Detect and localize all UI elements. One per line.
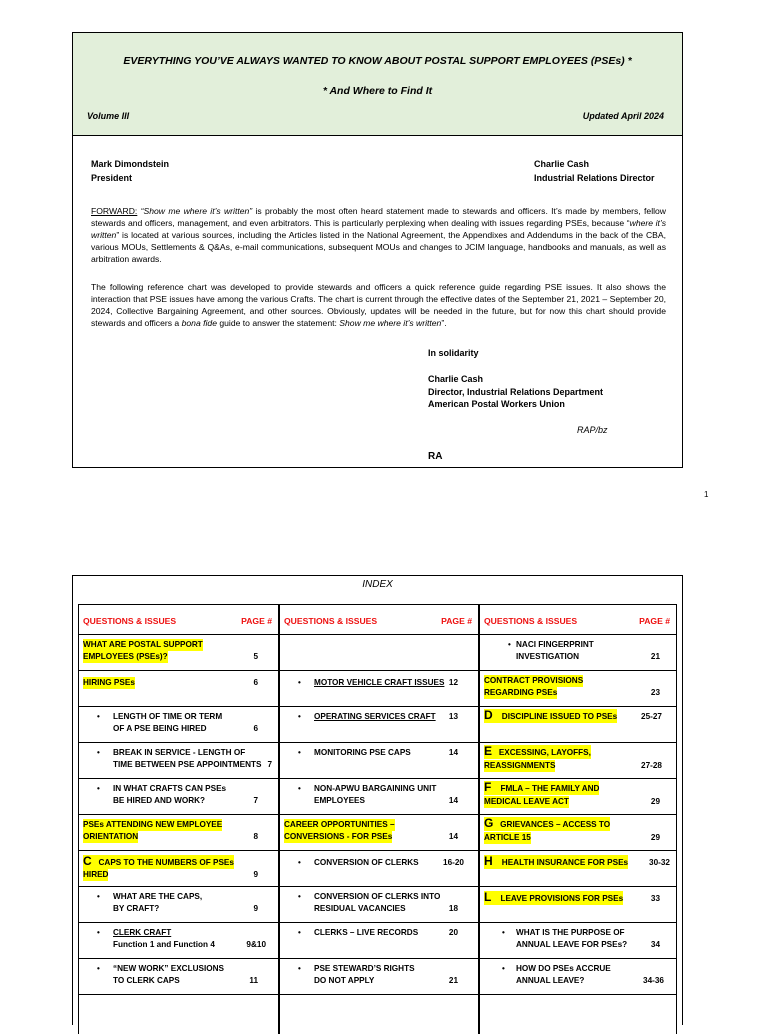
entry-line-1: GRIEVANCES – ACCESS TO <box>500 820 611 829</box>
bona-fide-text: bona fide <box>181 318 217 328</box>
entry-line-1: DISCIPLINE ISSUED TO PSEs <box>501 712 618 721</box>
typist-initials: RAP/bz <box>577 425 608 435</box>
bullet-icon: • <box>298 748 301 757</box>
entry-line-2: RESIDUAL VACANCIES <box>314 904 406 913</box>
index-entry[interactable] <box>280 706 478 742</box>
entry-line-1: “NEW WORK” EXCLUSIONS <box>113 964 224 973</box>
entry-page: 34 <box>650 940 660 949</box>
entry-line-2: TO CLERK CAPS <box>113 976 180 985</box>
entry-page: 13 <box>448 712 458 721</box>
entry-page: 16-20 <box>443 858 464 867</box>
entry-line-2: ANNUAL LEAVE FOR PSEs? <box>516 940 628 949</box>
entry-page: 9&10 <box>246 940 266 949</box>
closing-org: American Postal Workers Union <box>428 399 565 409</box>
index-entry[interactable] <box>79 958 278 994</box>
index-entry[interactable] <box>280 886 478 922</box>
entry-line-1: MOTOR VEHICLE CRAFT ISSUES <box>314 678 445 687</box>
entry-page: 27-28 <box>641 761 662 770</box>
index-entry[interactable] <box>79 634 278 670</box>
signer-right-name: Charlie Cash <box>534 159 590 169</box>
entry-line-1: CONVERSION OF CLERKS <box>314 858 419 867</box>
entry-line-2: ARTICLE 15 <box>484 833 531 842</box>
index-entry[interactable] <box>280 670 478 706</box>
index-entry[interactable] <box>79 850 278 886</box>
entry-line-1: CONTRACT PROVISIONS <box>484 676 584 685</box>
entry-page: 5 <box>253 652 258 661</box>
entry-page: 29 <box>650 797 660 806</box>
index-column-c <box>479 604 677 1034</box>
entry-page: 14 <box>448 748 458 757</box>
forward-text-a: is probably the most often heard statement made to stewards and officers. It’s made by members, fellow stewards and officers, management, and even arbitrators. This is particularly perplexing when dealing with issues regarding PSEs, because “ <box>91 206 666 228</box>
entry-line-1: WHAT IS THE PURPOSE OF <box>516 928 625 937</box>
entry-line-1: EXCESSING, LAYOFFS, <box>498 748 591 757</box>
index-entry[interactable] <box>280 958 478 994</box>
index-entry[interactable] <box>480 706 676 742</box>
bullet-icon: • <box>97 928 100 937</box>
forward-label: FORWARD: <box>91 206 138 216</box>
closing-name: Charlie Cash <box>428 374 484 384</box>
header-questions: QUESTIONS & ISSUES <box>83 616 177 626</box>
entry-line-2: BY CRAFT? <box>113 904 160 913</box>
entry-line-2: EMPLOYEES <box>314 796 365 805</box>
bullet-icon: • <box>97 712 100 721</box>
title-banner <box>73 33 682 136</box>
reference-paragraph <box>91 281 666 329</box>
closing-title: Director, Industrial Relations Department <box>428 386 604 397</box>
entry-line-1: PSEs ATTENDING NEW EMPLOYEE <box>83 820 223 829</box>
entry-line-1: CAREER OPPORTUNITIES – <box>284 820 395 829</box>
signer-left-name: Mark Dimondstein <box>91 159 170 169</box>
volume-label: Volume III <box>87 111 130 121</box>
header-page: PAGE # <box>639 616 670 626</box>
index-entry[interactable] <box>480 958 676 994</box>
bullet-icon: • <box>298 964 301 973</box>
entry-page: 6 <box>253 678 258 687</box>
entry-page: 23 <box>650 688 660 697</box>
index-entry[interactable] <box>280 814 478 850</box>
entry-line-1: BREAK IN SERVICE - LENGTH OF <box>113 748 246 757</box>
section-letter: G <box>484 816 494 830</box>
index-entry[interactable] <box>280 742 478 778</box>
closing-signature <box>428 373 603 411</box>
entry-line-2: EMPLOYEES (PSEs)? <box>83 652 168 661</box>
entry-line-2: MEDICAL LEAVE ACT <box>484 797 569 806</box>
entry-page: 7 <box>253 796 258 805</box>
entry-page: 34-36 <box>643 976 664 985</box>
entry-page: 21 <box>650 652 660 661</box>
column-header <box>480 604 676 634</box>
bullet-icon: • <box>298 928 301 937</box>
index-entry[interactable] <box>79 778 278 814</box>
entry-line-2: HIRED <box>83 870 109 879</box>
entry-line-2: ORIENTATION <box>83 832 139 841</box>
signer-left <box>91 157 169 185</box>
updated-label: Updated April 2024 <box>582 111 664 121</box>
bullet-icon: • <box>97 784 100 793</box>
entry-line-2: DO NOT APPLY <box>314 976 375 985</box>
ra-mark: RA <box>428 451 443 462</box>
bullet-icon: • <box>502 964 505 973</box>
entry-line-1: NACI FINGERPRINT <box>516 640 594 649</box>
entry-line-2: REASSIGNMENTS <box>484 761 556 770</box>
index-column-b <box>279 604 479 1034</box>
entry-heading <box>484 781 599 795</box>
entry-page: 9 <box>253 904 258 913</box>
entry-page: 6 <box>253 724 258 733</box>
entry-page: 8 <box>253 832 258 841</box>
cover-page <box>72 32 683 468</box>
index-column-a <box>78 604 279 1034</box>
entry-line-1: MONITORING PSE CAPS <box>314 748 411 757</box>
entry-line-1: CLERK CRAFT <box>113 928 172 937</box>
header-page: PAGE # <box>441 616 472 626</box>
index-entry[interactable] <box>480 742 676 778</box>
entry-page: 18 <box>448 904 458 913</box>
signer-left-title: President <box>91 173 133 183</box>
entry-line-2: TIME BETWEEN PSE APPOINTMENTS <box>113 760 262 769</box>
reference-quote: Show me where it’s written <box>339 318 442 328</box>
entry-heading <box>484 817 610 831</box>
index-title: INDEX <box>362 579 393 590</box>
bullet-icon: • <box>502 928 505 937</box>
signer-right <box>534 157 655 185</box>
bullet-icon: • <box>97 964 100 973</box>
entry-page: 30-32 <box>649 858 670 867</box>
entry-heading <box>484 891 623 905</box>
entry-page: 7 <box>267 760 272 769</box>
entry-heading <box>83 855 234 869</box>
entry-line-2: REGARDING PSEs <box>484 688 558 697</box>
forward-text-b: ” is located at various sources, including the Articles listed in the National Agreement, the Appendixes and Addendums in the back of the CBA, various MOUs, Settlements & Q&As, e-mail communications, subsequent MOUs and changes to JCIM language, handbooks and manuals, as well as arbitration awards. <box>91 230 666 264</box>
entry-line-1: PSE STEWARD’S RIGHTS <box>314 964 415 973</box>
entry-line-1: IN WHAT CRAFTS CAN PSEs <box>113 784 227 793</box>
entry-line-2: ANNUAL LEAVE? <box>516 976 585 985</box>
forward-quote-2: where it’s written <box>91 218 666 240</box>
empty-row <box>280 634 478 670</box>
section-letter: D <box>484 708 493 722</box>
entry-page: 33 <box>650 894 660 903</box>
index-entry[interactable] <box>480 670 676 706</box>
document-subtitle: * And Where to Find It <box>322 85 433 97</box>
closing-salutation: In solidarity <box>428 348 479 358</box>
reference-text-b: guide to answer the statement: <box>216 318 340 328</box>
page-number: 1 <box>704 490 709 499</box>
index-entry[interactable] <box>79 886 278 922</box>
entry-heading <box>484 709 617 723</box>
entry-line-1: CAPS TO THE NUMBERS OF PSEs <box>98 858 234 867</box>
bullet-icon: • <box>298 784 301 793</box>
section-letter: L <box>484 890 492 904</box>
entry-line-2: BE HIRED AND WORK? <box>113 796 206 805</box>
bullet-icon: • <box>298 892 301 901</box>
bullet-icon: • <box>97 892 100 901</box>
index-entry[interactable] <box>480 634 676 670</box>
entry-line-1: FMLA – THE FAMILY AND <box>500 784 600 793</box>
index-entry[interactable] <box>480 778 676 814</box>
index-entry[interactable] <box>480 814 676 850</box>
entry-line-1: NON-APWU BARGAINING UNIT <box>314 784 437 793</box>
header-page: PAGE # <box>241 616 272 626</box>
entry-page: 29 <box>650 833 660 842</box>
signer-right-title: Industrial Relations Director <box>534 173 655 183</box>
bullet-icon: • <box>97 748 100 757</box>
index-entry[interactable] <box>480 922 676 958</box>
entry-heading <box>484 745 591 759</box>
entry-line-1: HIRING PSEs <box>83 678 135 687</box>
entry-line-1: OPERATING SERVICES CRAFT <box>314 712 436 721</box>
entry-line-1: CONVERSION OF CLERKS INTO <box>314 892 441 901</box>
bullet-icon: • <box>298 858 301 867</box>
index-entry[interactable] <box>79 670 278 706</box>
entry-line-1: WHAT ARE POSTAL SUPPORT <box>83 640 203 649</box>
index-entry[interactable] <box>79 922 278 958</box>
entry-page: 20 <box>448 928 458 937</box>
empty-row <box>480 994 676 1034</box>
index-entry[interactable] <box>79 706 278 742</box>
section-letter: H <box>484 854 493 868</box>
entry-page: 21 <box>448 976 458 985</box>
entry-page: 14 <box>448 796 458 805</box>
entry-line-2: Function 1 and Function 4 <box>113 940 215 949</box>
forward-paragraph <box>91 205 666 265</box>
entry-line-1: CLERKS – LIVE RECORDS <box>314 928 419 937</box>
entry-line-1: LEAVE PROVISIONS FOR PSEs <box>500 894 624 903</box>
column-header <box>79 604 278 634</box>
index-entry[interactable] <box>79 742 278 778</box>
entry-line-2: OF A PSE BEING HIRED <box>113 724 207 733</box>
column-header <box>280 604 478 634</box>
entry-line-1: LENGTH OF TIME OR TERM <box>113 712 223 721</box>
entry-page: 12 <box>448 678 458 687</box>
reference-text-c: ”. <box>441 318 447 328</box>
bullet-icon: • <box>508 640 511 649</box>
entry-line-1: WHAT ARE THE CAPS, <box>113 892 203 901</box>
index-entry[interactable] <box>480 850 676 886</box>
document-title: EVERYTHING YOU’VE ALWAYS WANTED TO KNOW ABOUT POSTAL SUPPORT EMPLOYEES (PSEs) * <box>123 55 632 67</box>
forward-quote: “Show me where it’s written” <box>140 206 253 216</box>
entry-page: 9 <box>253 870 258 879</box>
index-entry[interactable] <box>480 886 676 922</box>
bullet-icon: • <box>298 678 301 687</box>
index-entry[interactable] <box>280 850 478 886</box>
index-entry[interactable] <box>280 922 478 958</box>
section-letter: C <box>83 854 92 868</box>
header-questions: QUESTIONS & ISSUES <box>484 616 578 626</box>
entry-page: 25-27 <box>641 712 662 721</box>
entry-page: 11 <box>249 976 258 985</box>
entry-line-2: INVESTIGATION <box>516 652 580 661</box>
empty-row <box>79 994 278 1034</box>
entry-line-1: HEALTH INSURANCE FOR PSEs <box>501 858 629 867</box>
index-entry[interactable] <box>79 814 278 850</box>
bullet-icon: • <box>298 712 301 721</box>
reference-text-a: The following reference chart was developed to provide stewards and officers a quick reference guide regarding PSE issues. It also shows the interaction that PSE issues have among the various Crafts. The chart is current through the effective dates of the September 21, 2021 – September 20, 2024, Collective Bargaining Agreement, and other sources. Obviously, updates will be needed in the future, but for now this chart should provide stewards and officers a <box>91 282 666 328</box>
section-letter: F <box>484 780 492 794</box>
entry-line-1: HOW DO PSEs ACCRUE <box>516 964 611 973</box>
index-table <box>72 575 683 1025</box>
entry-page: 14 <box>448 832 458 841</box>
section-letter: E <box>484 744 493 758</box>
index-entry[interactable] <box>280 778 478 814</box>
entry-line-2: CONVERSIONS - FOR PSEs <box>284 832 393 841</box>
entry-heading <box>484 855 628 869</box>
header-questions: QUESTIONS & ISSUES <box>284 616 378 626</box>
empty-row <box>280 994 478 1034</box>
